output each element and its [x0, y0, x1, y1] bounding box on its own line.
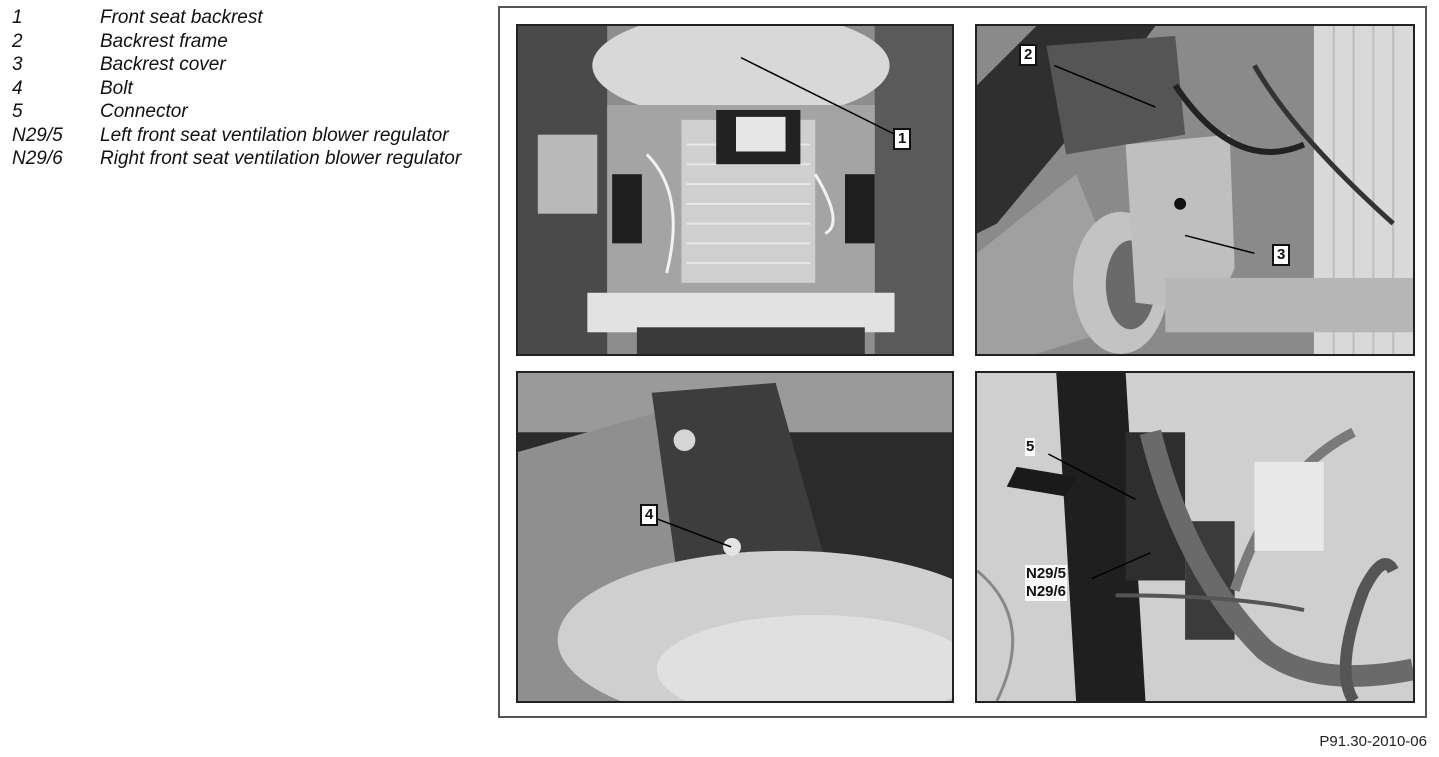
legend-number: 1: [12, 7, 23, 28]
photo-bolt-image: [518, 373, 952, 701]
callout-5: 5: [1026, 438, 1035, 455]
legend: [12, 6, 472, 171]
legend-text: Right front seat ventilation blower regulator: [100, 148, 462, 169]
legend-text: Backrest frame: [100, 30, 228, 52]
legend-number: N29/5: [12, 124, 63, 146]
photo-backrest-rear: [516, 24, 954, 356]
legend-row: [12, 53, 472, 77]
legend-text: Connector: [100, 101, 188, 122]
photo-connector-image: [977, 373, 1413, 701]
photo-bolt: [516, 371, 954, 703]
photo-backrest-frame: [975, 24, 1415, 356]
legend-number: 5: [12, 101, 23, 122]
legend-row: [12, 6, 472, 30]
legend-text: Front seat backrest: [100, 7, 263, 28]
callout-n29-5: N29/5: [1026, 565, 1067, 582]
legend-number: 3: [12, 54, 23, 75]
legend-row: [12, 147, 472, 171]
callout-3: 3: [1272, 244, 1290, 266]
figure-frame: [498, 6, 1427, 718]
legend-row: [12, 77, 472, 101]
photo-backrest-frame-image: [977, 26, 1413, 354]
callout-4: 4: [640, 504, 658, 526]
legend-text: Bolt: [100, 77, 133, 99]
callout-n29-6: N29/6: [1026, 583, 1067, 600]
legend-text: Left front seat ventilation blower regulator: [100, 124, 449, 146]
legend-number: 2: [12, 30, 23, 52]
legend-text: Backrest cover: [100, 54, 226, 75]
photo-backrest-rear-image: [518, 26, 952, 354]
legend-row: [12, 100, 472, 124]
callout-2: 2: [1019, 44, 1037, 66]
legend-number: N29/6: [12, 148, 63, 169]
photo-connector: [975, 371, 1415, 703]
callout-1: 1: [893, 128, 911, 150]
legend-row: [12, 124, 472, 148]
legend-row: [12, 30, 472, 54]
figure-reference: P91.30-2010-06: [1319, 733, 1427, 750]
legend-number: 4: [12, 77, 23, 99]
